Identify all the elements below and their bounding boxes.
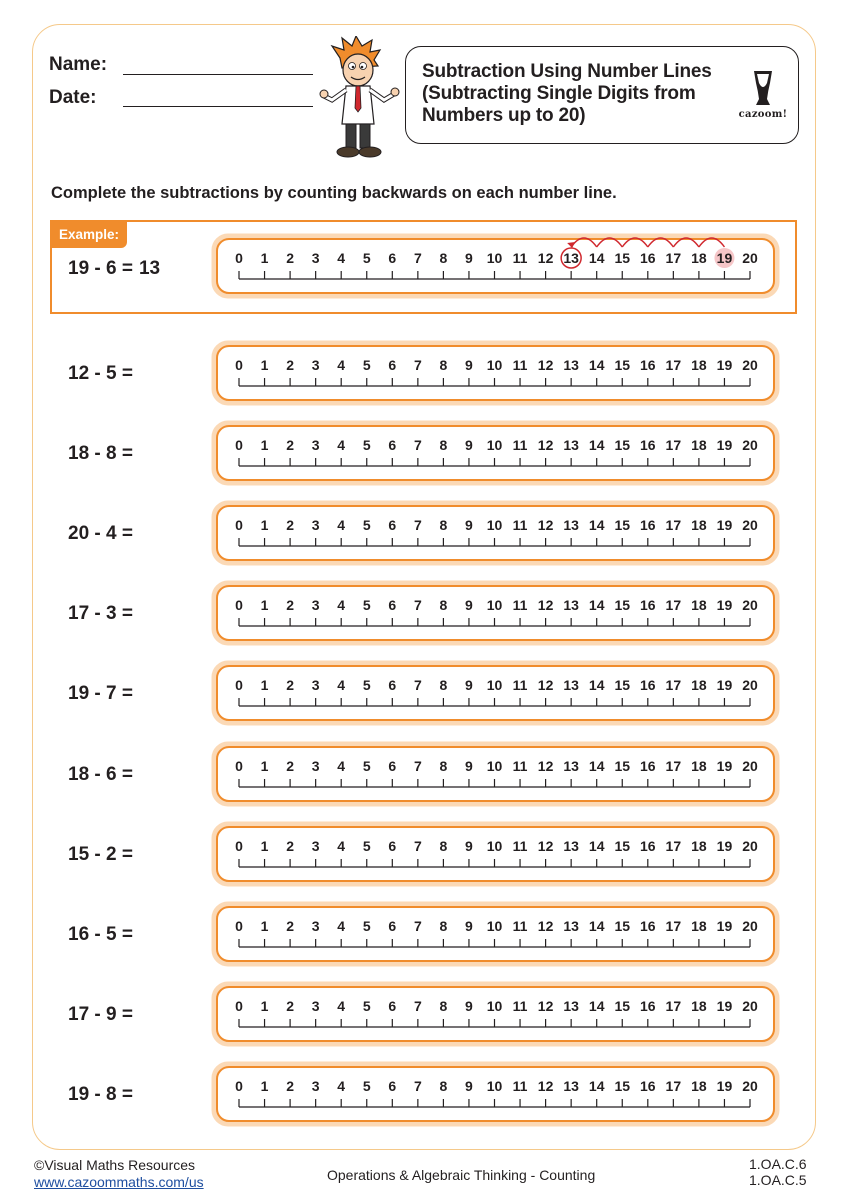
tick-label: 10: [486, 677, 503, 693]
tick-label: 19: [716, 758, 733, 774]
tick-label: 7: [413, 838, 422, 854]
number-line-6[interactable]: [215, 745, 776, 805]
tick-label: 7: [413, 1078, 422, 1094]
tick-label: 6: [388, 838, 397, 854]
tick-label: 5: [362, 437, 371, 453]
tick-label: 15: [614, 357, 631, 373]
tick-label: 2: [286, 517, 294, 533]
example-tag: Example:: [52, 222, 127, 248]
tick-label: 13: [563, 357, 579, 373]
number-line-4[interactable]: [215, 584, 776, 644]
tick-label: 12: [537, 250, 554, 266]
title-box: [405, 46, 799, 144]
tick-label: 14: [588, 250, 605, 266]
number-line-box: [217, 907, 774, 961]
footer-standard-2: 1.OA.C.5: [749, 1172, 807, 1188]
tick-label: 5: [362, 758, 371, 774]
tick-label: 6: [388, 918, 397, 934]
tick-label: 10: [486, 838, 503, 854]
tick-label: 13: [563, 250, 579, 266]
tick-label: 19: [716, 918, 733, 934]
tick-label: 17: [665, 250, 682, 266]
problem-10: 19 - 8 =: [68, 1084, 133, 1105]
problem-3: 20 - 4 =: [68, 523, 133, 544]
tick-label: 16: [640, 758, 656, 774]
tick-label: 8: [439, 998, 448, 1014]
tick-label: 6: [388, 357, 397, 373]
tick-label: 17: [665, 838, 682, 854]
tick-label: 1: [260, 1078, 269, 1094]
tick-label: 2: [286, 357, 294, 373]
number-line-1[interactable]: [215, 344, 776, 404]
tick-label: 11: [512, 838, 528, 854]
tick-label: 7: [413, 758, 422, 774]
tick-label: 17: [665, 517, 682, 533]
tick-label: 17: [665, 758, 682, 774]
tick-label: 1: [260, 357, 269, 373]
tick-label: 13: [563, 758, 579, 774]
tick-label: 15: [614, 597, 631, 613]
footer-standard-1: 1.OA.C.6: [749, 1156, 807, 1172]
tick-label: 5: [362, 250, 371, 266]
tick-label: 13: [563, 1078, 579, 1094]
tick-label: 9: [465, 250, 473, 266]
tick-label: 11: [512, 758, 528, 774]
tick-label: 18: [691, 838, 707, 854]
name-field[interactable]: [123, 74, 313, 75]
tick-label: 8: [439, 838, 448, 854]
tick-label: 10: [486, 998, 503, 1014]
tick-label: 10: [486, 437, 503, 453]
tick-label: 11: [512, 517, 528, 533]
tick-label: 1: [260, 250, 269, 266]
tick-label: 8: [439, 597, 448, 613]
tick-label: 17: [665, 1078, 682, 1094]
tick-label: 4: [337, 998, 346, 1014]
tick-label: 17: [665, 918, 682, 934]
number-line-5[interactable]: [215, 664, 776, 724]
number-line-svg: [215, 745, 776, 805]
tick-label: 5: [362, 838, 371, 854]
tick-label: 18: [691, 1078, 707, 1094]
tick-label: 16: [640, 437, 656, 453]
tick-label: 17: [665, 597, 682, 613]
date-field[interactable]: [123, 106, 313, 107]
tick-label: 6: [388, 517, 397, 533]
tick-label: 14: [588, 517, 605, 533]
tick-label: 12: [537, 838, 554, 854]
tick-label: 20: [742, 918, 758, 934]
tick-label: 11: [512, 998, 528, 1014]
tick-label: 2: [286, 918, 294, 934]
tick-label: 12: [537, 597, 554, 613]
example-problem-text: 19 - 6 =: [68, 258, 133, 279]
tick-label: 17: [665, 998, 682, 1014]
tick-label: 13: [563, 998, 579, 1014]
problem-2: 18 - 8 =: [68, 443, 133, 464]
number-line-box: [217, 827, 774, 881]
tick-label: 5: [362, 517, 371, 533]
tick-label: 4: [337, 250, 346, 266]
tick-label: 0: [235, 838, 243, 854]
tick-label: 17: [665, 437, 682, 453]
tick-label: 5: [362, 918, 371, 934]
tick-label: 6: [388, 437, 397, 453]
tick-label: 4: [337, 597, 346, 613]
problem-1: 12 - 5 =: [68, 363, 133, 384]
tick-label: 13: [563, 838, 579, 854]
example-answer: 13: [138, 258, 161, 279]
tick-label: 18: [691, 357, 707, 373]
tick-label: 2: [286, 758, 294, 774]
tick-label: 19: [716, 597, 733, 613]
problem-5: 19 - 7 =: [68, 683, 133, 704]
tick-label: 7: [413, 918, 422, 934]
tick-label: 8: [439, 250, 448, 266]
tick-label: 12: [537, 758, 554, 774]
tick-label: 2: [286, 998, 294, 1014]
tick-label: 16: [640, 597, 656, 613]
tick-label: 5: [362, 357, 371, 373]
tick-label: 19: [716, 1078, 733, 1094]
tick-label: 18: [691, 998, 707, 1014]
tick-label: 16: [640, 357, 656, 373]
number-line-svg: [215, 504, 776, 564]
tick-label: 18: [691, 597, 707, 613]
tick-label: 6: [388, 998, 397, 1014]
tick-label: 6: [388, 597, 397, 613]
number-line-svg: [215, 237, 776, 297]
tick-label: 5: [362, 998, 371, 1014]
mascot-illustration: [318, 36, 402, 160]
tick-label: 5: [362, 597, 371, 613]
tick-label: 6: [388, 1078, 397, 1094]
number-line-box: [217, 346, 774, 400]
number-line-3[interactable]: [215, 504, 776, 564]
number-line-box: [217, 239, 774, 293]
tick-label: 9: [465, 437, 473, 453]
tick-label: 12: [537, 517, 554, 533]
tick-label: 9: [465, 918, 473, 934]
tick-label: 18: [691, 250, 707, 266]
tick-label: 3: [311, 758, 320, 774]
number-line-10[interactable]: [215, 1065, 776, 1125]
tick-label: 6: [388, 677, 397, 693]
tick-label: 8: [439, 1078, 448, 1094]
tick-label: 14: [588, 677, 605, 693]
tick-label: 13: [563, 677, 579, 693]
tick-label: 14: [588, 1078, 605, 1094]
tick-label: 19: [716, 357, 733, 373]
tick-label: 1: [260, 677, 269, 693]
worksheet-title: Subtraction Using Number Lines (Subtracting Single Digits from Numbers up to 20): [422, 61, 712, 126]
tick-label: 4: [337, 357, 346, 373]
problem-6: 18 - 6 =: [68, 764, 133, 785]
tick-label: 3: [311, 918, 320, 934]
tick-label: 13: [563, 918, 579, 934]
tick-label: 7: [413, 597, 422, 613]
tick-label: 2: [286, 1078, 294, 1094]
tick-label: 19: [716, 838, 733, 854]
tick-label: 11: [512, 597, 528, 613]
tick-label: 1: [260, 437, 269, 453]
tick-label: 14: [588, 357, 605, 373]
tick-label: 0: [235, 250, 243, 266]
tick-label: 8: [439, 918, 448, 934]
tick-label: 20: [742, 1078, 758, 1094]
tick-label: 3: [311, 677, 320, 693]
tick-label: 16: [640, 1078, 656, 1094]
tick-label: 18: [691, 517, 707, 533]
number-line-svg: [215, 1065, 776, 1125]
tick-label: 1: [260, 758, 269, 774]
tick-label: 2: [286, 250, 294, 266]
tick-label: 12: [537, 437, 554, 453]
tick-label: 9: [465, 677, 473, 693]
tick-label: 8: [439, 758, 448, 774]
tick-label: 16: [640, 918, 656, 934]
number-line-svg: [215, 905, 776, 965]
tick-label: 0: [235, 517, 243, 533]
name-label: Name:: [49, 54, 108, 75]
number-line-box: [217, 666, 774, 720]
tick-label: 19: [716, 250, 733, 266]
date-label: Date:: [49, 87, 97, 108]
tick-label: 20: [742, 517, 758, 533]
tick-label: 20: [742, 437, 758, 453]
logo-text: cazoom!: [738, 109, 788, 120]
instruction-text: Complete the subtractions by counting backwards on each number line.: [51, 184, 617, 202]
tick-label: 4: [337, 918, 346, 934]
example-problem: [68, 258, 208, 280]
tick-label: 17: [665, 357, 682, 373]
tick-label: 3: [311, 998, 320, 1014]
tick-label: 14: [588, 758, 605, 774]
tick-label: 10: [486, 1078, 503, 1094]
number-line-box: [217, 1067, 774, 1121]
tick-label: 2: [286, 437, 294, 453]
tick-label: 10: [486, 597, 503, 613]
tick-label: 8: [439, 677, 448, 693]
tick-label: 7: [413, 357, 422, 373]
tick-label: 16: [640, 250, 656, 266]
tick-label: 18: [691, 677, 707, 693]
tick-label: 19: [716, 998, 733, 1014]
tick-label: 1: [260, 517, 269, 533]
footer-topic: Operations & Algebraic Thinking - Counting: [327, 1167, 596, 1183]
tick-label: 7: [413, 437, 422, 453]
tick-label: 1: [260, 998, 269, 1014]
tick-label: 12: [537, 677, 554, 693]
tick-label: 0: [235, 1078, 243, 1094]
tick-label: 4: [337, 437, 346, 453]
tick-label: 9: [465, 517, 473, 533]
tick-label: 9: [465, 597, 473, 613]
number-line-7[interactable]: [215, 825, 776, 885]
example-number-line[interactable]: [215, 237, 776, 297]
tick-label: 13: [563, 437, 579, 453]
number-line-box: [217, 747, 774, 801]
tick-label: 1: [260, 838, 269, 854]
tick-label: 4: [337, 758, 346, 774]
problem-4: 17 - 3 =: [68, 603, 133, 624]
tick-label: 7: [413, 250, 422, 266]
tick-label: 12: [537, 918, 554, 934]
number-line-box: [217, 426, 774, 480]
tick-label: 11: [512, 250, 528, 266]
tick-label: 10: [486, 918, 503, 934]
tick-label: 20: [742, 677, 758, 693]
footer-copyright: ©Visual Maths Resources: [34, 1157, 196, 1173]
tick-label: 8: [439, 517, 448, 533]
tick-label: 0: [235, 677, 243, 693]
tick-label: 12: [537, 357, 554, 373]
tick-label: 18: [691, 437, 707, 453]
tick-label: 15: [614, 1078, 631, 1094]
tick-label: 14: [588, 437, 605, 453]
tick-label: 4: [337, 517, 346, 533]
number-line-svg: [215, 664, 776, 724]
tick-label: 20: [742, 758, 758, 774]
tick-label: 3: [311, 517, 320, 533]
tick-label: 3: [311, 357, 320, 373]
tick-label: 11: [512, 1078, 528, 1094]
number-line-svg: [215, 424, 776, 484]
tick-label: 2: [286, 838, 294, 854]
tick-label: 3: [311, 250, 320, 266]
tick-label: 8: [439, 437, 448, 453]
tick-label: 19: [716, 437, 733, 453]
tick-label: 16: [640, 838, 656, 854]
tick-label: 9: [465, 998, 473, 1014]
tick-label: 13: [563, 597, 579, 613]
tick-label: 2: [286, 597, 294, 613]
tick-label: 3: [311, 838, 320, 854]
tick-label: 15: [614, 918, 631, 934]
tick-label: 14: [588, 597, 605, 613]
tick-label: 15: [614, 677, 631, 693]
tick-label: 20: [742, 838, 758, 854]
tick-label: 9: [465, 357, 473, 373]
tick-label: 20: [742, 597, 758, 613]
tick-label: 6: [388, 250, 397, 266]
tick-label: 3: [311, 1078, 320, 1094]
tick-label: 19: [716, 517, 733, 533]
tick-label: 4: [337, 677, 346, 693]
tick-label: 10: [486, 517, 503, 533]
tick-label: 5: [362, 1078, 371, 1094]
problem-9: 17 - 9 =: [68, 1004, 133, 1025]
tick-label: 13: [563, 517, 579, 533]
tick-label: 8: [439, 357, 448, 373]
tick-label: 0: [235, 597, 243, 613]
tick-label: 9: [465, 758, 473, 774]
cazoom-logo: [740, 69, 786, 123]
tick-label: 0: [235, 758, 243, 774]
tick-label: 3: [311, 597, 320, 613]
tick-label: 0: [235, 437, 243, 453]
tick-label: 0: [235, 918, 243, 934]
tick-label: 0: [235, 998, 243, 1014]
tick-label: 19: [716, 677, 733, 693]
tick-label: 5: [362, 677, 371, 693]
tick-label: 14: [588, 838, 605, 854]
tick-label: 7: [413, 677, 422, 693]
number-line-svg: [215, 825, 776, 885]
number-line-svg: [215, 985, 776, 1045]
tick-label: 20: [742, 998, 758, 1014]
number-line-box: [217, 987, 774, 1041]
tick-label: 2: [286, 677, 294, 693]
number-line-box: [217, 586, 774, 640]
problem-7: 15 - 2 =: [68, 844, 133, 865]
tick-label: 15: [614, 517, 631, 533]
tick-label: 14: [588, 998, 605, 1014]
tick-label: 11: [512, 437, 528, 453]
number-line-box: [217, 506, 774, 560]
tick-label: 7: [413, 517, 422, 533]
tick-label: 16: [640, 998, 656, 1014]
tick-label: 10: [486, 758, 503, 774]
tick-label: 10: [486, 250, 503, 266]
number-line-svg: [215, 344, 776, 404]
tick-label: 14: [588, 918, 605, 934]
tick-label: 20: [742, 357, 758, 373]
tick-label: 16: [640, 517, 656, 533]
tick-label: 3: [311, 437, 320, 453]
tick-label: 11: [512, 677, 528, 693]
trophy-icon: [740, 69, 786, 109]
tick-label: 10: [486, 357, 503, 373]
tick-label: 7: [413, 998, 422, 1014]
problem-8: 16 - 5 =: [68, 924, 133, 945]
tick-label: 6: [388, 758, 397, 774]
number-line-8[interactable]: [215, 905, 776, 965]
tick-label: 18: [691, 758, 707, 774]
tick-label: 4: [337, 1078, 346, 1094]
tick-label: 12: [537, 1078, 554, 1094]
number-line-svg: [215, 584, 776, 644]
tick-label: 17: [665, 677, 682, 693]
tick-label: 11: [512, 357, 528, 373]
tick-label: 18: [691, 918, 707, 934]
tick-label: 15: [614, 437, 631, 453]
number-line-2[interactable]: [215, 424, 776, 484]
tick-label: 9: [465, 1078, 473, 1094]
tick-label: 12: [537, 998, 554, 1014]
tick-label: 15: [614, 250, 631, 266]
tick-label: 20: [742, 250, 758, 266]
footer-website-link[interactable]: www.cazoommaths.com/us: [34, 1174, 204, 1190]
tick-label: 15: [614, 758, 631, 774]
tick-label: 15: [614, 838, 631, 854]
tick-label: 1: [260, 918, 269, 934]
tick-label: 1: [260, 597, 269, 613]
tick-label: 11: [512, 918, 528, 934]
tick-label: 16: [640, 677, 656, 693]
tick-label: 4: [337, 838, 346, 854]
number-line-9[interactable]: [215, 985, 776, 1045]
tick-label: 15: [614, 998, 631, 1014]
tick-label: 9: [465, 838, 473, 854]
tick-label: 0: [235, 357, 243, 373]
